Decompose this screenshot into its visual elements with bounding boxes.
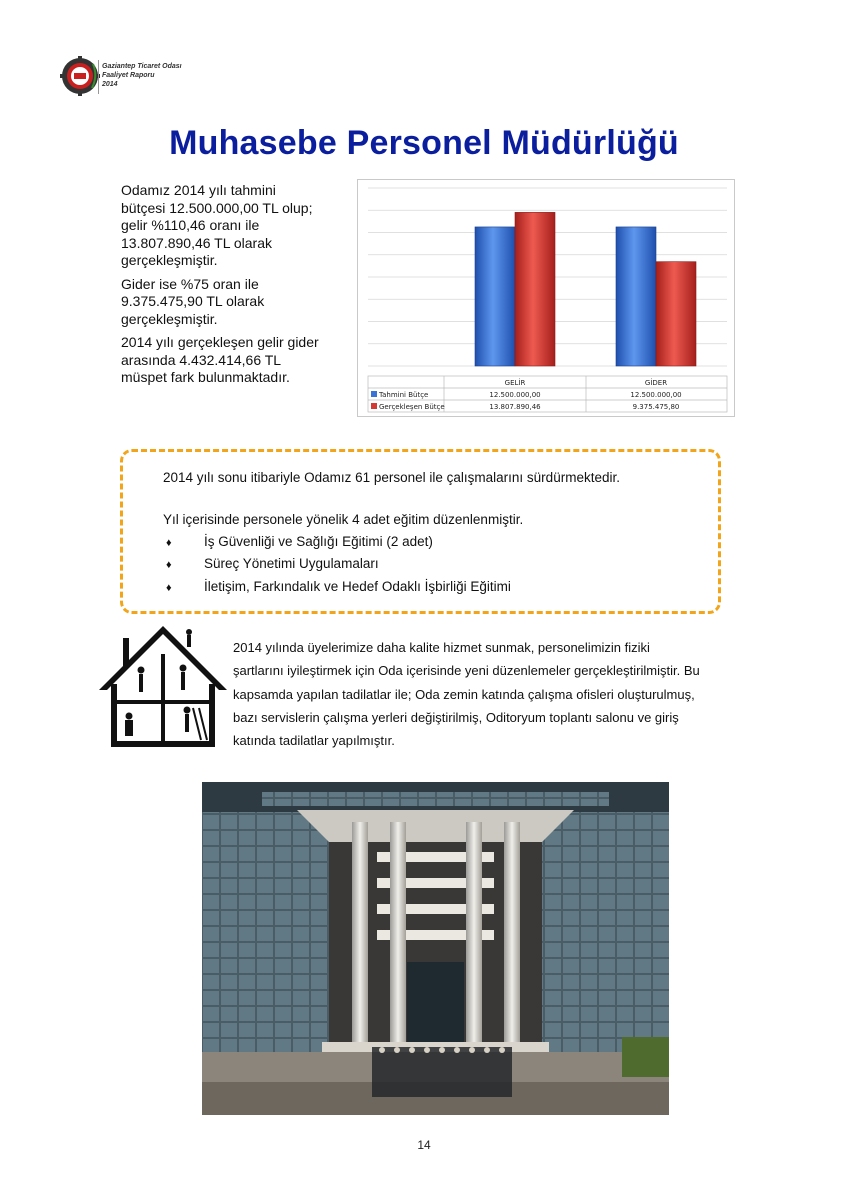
training-item bbox=[166, 556, 379, 571]
training-intro-text: Yıl içerisinde personele yönelik 4 adet eğitim düzenlenmiştir. bbox=[163, 512, 524, 527]
house-renovation-icon bbox=[97, 624, 229, 748]
budget-chart bbox=[357, 179, 735, 417]
organization-logo bbox=[60, 56, 200, 100]
logo-text bbox=[102, 62, 182, 89]
bar-gerceklesen-1 bbox=[656, 262, 696, 366]
gear-emblem-icon bbox=[60, 56, 100, 96]
training-item bbox=[166, 579, 511, 594]
building-photo bbox=[202, 782, 669, 1115]
bullet-diamond-icon: ♦ bbox=[166, 559, 172, 571]
bullet-diamond-icon: ♦ bbox=[166, 582, 172, 594]
legend-label-gerceklesen: Gerçekleşen Bütçe bbox=[379, 403, 445, 411]
logo-org-name: Gaziantep Ticaret Odası bbox=[102, 63, 182, 70]
value-tahmini-gelir: 12.500.000,00 bbox=[489, 391, 541, 399]
category-label-gelir: GELİR bbox=[504, 379, 526, 387]
bar-gerceklesen-0 bbox=[515, 212, 555, 366]
value-tahmini-gider: 12.500.000,00 bbox=[630, 391, 682, 399]
training-item bbox=[166, 534, 433, 549]
page-number: 14 bbox=[417, 1138, 431, 1152]
legend-swatch-tahmini bbox=[371, 391, 377, 397]
renovation-text: 2014 yılında üyelerimize daha kalite hizmet sunmak, personelimizin fiziki şartlarını iyileştirmek için Oda içerisinde yeni düzenlemeler gerçekleştirilmiştir. Bu kapsamda yapılan tadilatlar ile; Oda zemin katında çalışma ofisleri oluşturulmuş, bazı servislerin çalışma yerleri değiştirilmiş, Oditoryum toplantı salonu ve giriş katında tadilatlar yapılmıştır. bbox=[233, 640, 700, 749]
bar-tahmini-1 bbox=[616, 227, 656, 366]
training-item-label: İş Güvenliği ve Sağlığı Eğitimi (2 adet) bbox=[204, 534, 433, 549]
intro-paragraph-2: Gider ise %75 oran ile 9.375.475,90 TL olarak gerçekleşmiştir. bbox=[121, 275, 265, 327]
logo-year: 2014 bbox=[102, 81, 118, 88]
logo-report-name: Faaliyet Raporu bbox=[102, 72, 155, 79]
page-title: Muhasebe Personel Müdürlüğü bbox=[169, 124, 679, 162]
legend-label-tahmini: Tahmini Bütçe bbox=[379, 391, 429, 399]
training-item-label: İletişim, Farkındalık ve Hedef Odaklı İşbirliği Eğitimi bbox=[204, 579, 511, 594]
intro-paragraph-1: Odamız 2014 yılı tahmini bütçesi 12.500.000,00 TL olup; gelir %110,46 oranı ile 13.807.890,46 TL olarak gerçekleşmiştir. bbox=[121, 182, 313, 268]
logo-divider bbox=[98, 60, 99, 94]
intro-text bbox=[121, 182, 321, 393]
bullet-diamond-icon: ♦ bbox=[166, 537, 172, 549]
training-item-label: Süreç Yönetimi Uygulamaları bbox=[204, 556, 379, 571]
staff-count-text: 2014 yılı sonu itibariyle Odamız 61 personel ile çalışmalarını sürdürmektedir. bbox=[163, 470, 620, 485]
value-gerceklesen-gelir: 13.807.890,46 bbox=[489, 403, 541, 411]
intro-paragraph-3: 2014 yılı gerçekleşen gelir gider arasında 4.432.414,66 TL müspet fark bulunmaktadır. bbox=[121, 334, 319, 385]
legend-swatch-gerceklesen bbox=[371, 403, 377, 409]
budget-chart-svg bbox=[358, 180, 734, 416]
value-gerceklesen-gider: 9.375.475,80 bbox=[632, 403, 680, 411]
bar-tahmini-0 bbox=[475, 227, 515, 366]
category-label-gider: GİDER bbox=[644, 379, 668, 387]
